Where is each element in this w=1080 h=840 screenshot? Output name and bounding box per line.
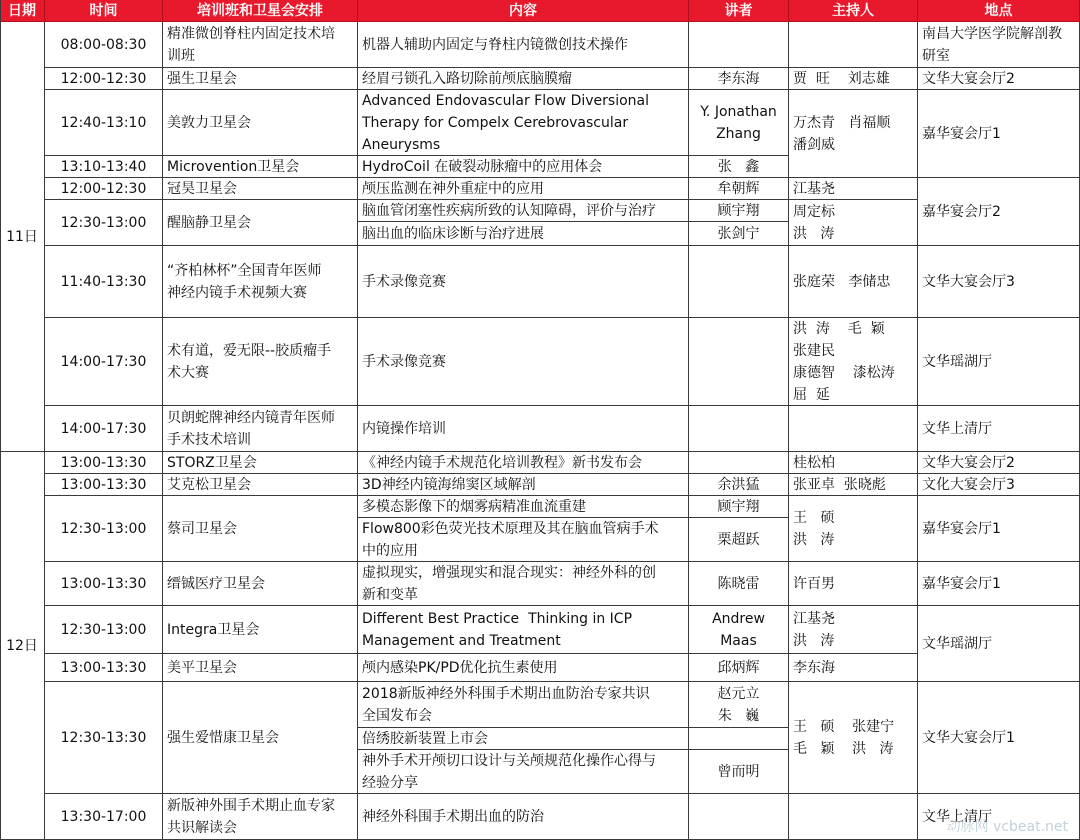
session-cell: 艾克松卫星会 — [163, 474, 358, 496]
host-cell: 江基尧 — [789, 178, 918, 200]
content-cell: 内镜操作培训 — [358, 406, 689, 452]
host-cell: 洪 涛 毛 颖 张建民 康德智 漆松涛 屈 延 — [789, 318, 918, 406]
venue-cell: 文华大宴会厅2 — [918, 68, 1080, 90]
content-cell: 2018新版神经外科围手术期出血防治专家共识 全国发布会 — [358, 682, 689, 728]
session-cell: 醒脑静卫星会 — [163, 200, 358, 246]
time-cell: 13:00-13:30 — [45, 562, 163, 606]
session-cell: 术有道，爱无限--胶质瘤手 术大赛 — [163, 318, 358, 406]
content-cell: 神经外科围手术期出血的防治 — [358, 794, 689, 840]
time-cell: 13:00-13:30 — [45, 452, 163, 474]
session-cell: STORZ卫星会 — [163, 452, 358, 474]
speaker-cell: 顾宇翔 — [689, 200, 789, 222]
speaker-cell: 牟朝辉 — [689, 178, 789, 200]
time-cell: 12:40-13:10 — [45, 90, 163, 156]
host-cell: 周定标 洪 涛 — [789, 200, 918, 246]
time-cell: 13:00-13:30 — [45, 474, 163, 496]
speaker-cell: 陈晓雷 — [689, 562, 789, 606]
content-cell: 倍绣胶新装置上市会 — [358, 728, 689, 750]
host-cell: 许百男 — [789, 562, 918, 606]
time-cell: 13:30-17:00 — [45, 794, 163, 840]
watermark: 动脉网 vcbeat.net — [946, 819, 1068, 835]
content-cell: Different Best Practice Thinking in ICP Management and Treatment — [358, 606, 689, 654]
time-cell: 13:00-13:30 — [45, 654, 163, 682]
table-left-border — [0, 0, 1, 840]
content-cell: 经眉弓锁孔入路切除前颅底脑膜瘤 — [358, 68, 689, 90]
content-cell: HydroCoil 在破裂动脉瘤中的应用体会 — [358, 156, 689, 178]
speaker-cell: 曾而明 — [689, 750, 789, 794]
content-cell: 《神经内镜手术规范化培训教程》新书发布会 — [358, 452, 689, 474]
session-cell: Integra卫星会 — [163, 606, 358, 654]
host-cell — [789, 794, 918, 840]
speaker-cell — [689, 452, 789, 474]
speaker-cell — [689, 22, 789, 68]
header-venue: 地点 — [918, 0, 1080, 22]
speaker-cell: 邱炳辉 — [689, 654, 789, 682]
venue-cell: 嘉华宴会厅1 — [918, 90, 1080, 178]
content-cell: 3D神经内镜海绵窦区域解剖 — [358, 474, 689, 496]
time-cell: 13:10-13:40 — [45, 156, 163, 178]
speaker-cell: Andrew Maas — [689, 606, 789, 654]
venue-cell: 文华上清厅 — [918, 794, 1080, 840]
time-cell: 12:00-12:30 — [45, 178, 163, 200]
speaker-cell — [689, 246, 789, 318]
host-cell: 张亚卓 张晓彪 — [789, 474, 918, 496]
speaker-cell: 栗超跃 — [689, 518, 789, 562]
session-cell: 贝朗蛇牌神经内镜青年医师 手术技术培训 — [163, 406, 358, 452]
speaker-cell: 张剑宁 — [689, 222, 789, 246]
header-session: 培训班和卫星会安排 — [163, 0, 358, 22]
venue-cell: 南昌大学医学院解剖教 研室 — [918, 22, 1080, 68]
venue-cell: 文华瑶湖厅 — [918, 318, 1080, 406]
content-cell: 虚拟现实，增强现实和混合现实：神经外科的创 新和变革 — [358, 562, 689, 606]
session-cell: 美敦力卫星会 — [163, 90, 358, 156]
venue-cell: 文华大宴会厅3 — [918, 246, 1080, 318]
content-cell: Advanced Endovascular Flow Diversional Therapy for Compelx Cerebrovascular Aneurysms — [358, 90, 689, 156]
speaker-cell: 李东海 — [689, 68, 789, 90]
host-cell: 张庭荣 李储忠 — [789, 246, 918, 318]
content-cell: 脑血管闭塞性疾病所致的认知障碍，评价与治疗 — [358, 200, 689, 222]
speaker-cell: 顾宇翔 — [689, 496, 789, 518]
header-speaker: 讲者 — [689, 0, 789, 22]
session-cell: 冠昊卫星会 — [163, 178, 358, 200]
header-time: 时间 — [45, 0, 163, 22]
content-cell: 脑出血的临床诊断与治疗进展 — [358, 222, 689, 246]
speaker-cell — [689, 728, 789, 750]
speaker-cell: 赵元立 朱 巍 — [689, 682, 789, 728]
session-cell: 精准微创脊柱内固定技术培 训班 — [163, 22, 358, 68]
content-cell: 手术录像竞赛 — [358, 246, 689, 318]
header-date: 日期 — [0, 0, 45, 22]
speaker-cell — [689, 406, 789, 452]
session-cell: 美平卫星会 — [163, 654, 358, 682]
time-cell: 12:30-13:00 — [45, 496, 163, 562]
venue-cell: 文华大宴会厅1 — [918, 682, 1080, 794]
speaker-cell — [689, 318, 789, 406]
session-cell: 缙铖医疗卫星会 — [163, 562, 358, 606]
content-cell: Flow800彩色荧光技术原理及其在脑血管病手术 中的应用 — [358, 518, 689, 562]
venue-cell: 文华大宴会厅2 — [918, 452, 1080, 474]
venue-cell: 嘉华宴会厅1 — [918, 562, 1080, 606]
venue-cell: 文华瑶湖厅 — [918, 606, 1080, 682]
content-cell: 手术录像竞赛 — [358, 318, 689, 406]
time-cell: 12:30-13:30 — [45, 682, 163, 794]
speaker-cell — [689, 794, 789, 840]
content-cell: 颅内感染PK/PD优化抗生素使用 — [358, 654, 689, 682]
venue-cell: 文化大宴会厅3 — [918, 474, 1080, 496]
session-cell: 新版神外围手术期止血专家 共识解读会 — [163, 794, 358, 840]
host-cell — [789, 22, 918, 68]
day-12: 12日 — [0, 452, 45, 840]
header-host: 主持人 — [789, 0, 918, 22]
session-cell: “齐柏林杯”全国青年医师 神经内镜手术视频大赛 — [163, 246, 358, 318]
host-cell: 李东海 — [789, 654, 918, 682]
time-cell: 14:00-17:30 — [45, 318, 163, 406]
speaker-cell: 余洪猛 — [689, 474, 789, 496]
header-content: 内容 — [358, 0, 689, 22]
session-cell: 蔡司卫星会 — [163, 496, 358, 562]
host-cell: 江基尧 洪 涛 — [789, 606, 918, 654]
time-cell: 12:00-12:30 — [45, 68, 163, 90]
host-cell: 王 硕 洪 涛 — [789, 496, 918, 562]
host-cell: 桂松柏 — [789, 452, 918, 474]
venue-cell: 文华上清厅 — [918, 406, 1080, 452]
day-11: 11日 — [0, 22, 45, 452]
content-cell: 颅压监测在神外重症中的应用 — [358, 178, 689, 200]
content-cell: 机器人辅助内固定与脊柱内镜微创技术操作 — [358, 22, 689, 68]
time-cell: 12:30-13:00 — [45, 200, 163, 246]
host-cell — [789, 406, 918, 452]
host-cell: 王 硕 张建宁 毛 颖 洪 涛 — [789, 682, 918, 794]
content-cell: 神外手术开颅切口设计与关颅规范化操作心得与 经验分享 — [358, 750, 689, 794]
session-cell: Microvention卫星会 — [163, 156, 358, 178]
session-cell: 强生卫星会 — [163, 68, 358, 90]
venue-cell: 嘉华宴会厅2 — [918, 178, 1080, 246]
host-cell: 万杰青 肖福顺 潘剑威 — [789, 90, 918, 178]
host-cell: 贾 旺 刘志雄 — [789, 68, 918, 90]
time-cell: 12:30-13:00 — [45, 606, 163, 654]
time-cell: 11:40-13:30 — [45, 246, 163, 318]
venue-cell: 嘉华宴会厅1 — [918, 496, 1080, 562]
speaker-cell: 张 鑫 — [689, 156, 789, 178]
session-cell: 强生爱惜康卫星会 — [163, 682, 358, 794]
speaker-cell: Y. Jonathan Zhang — [689, 90, 789, 156]
time-cell: 08:00-08:30 — [45, 22, 163, 68]
time-cell: 14:00-17:30 — [45, 406, 163, 452]
content-cell: 多模态影像下的烟雾病精准血流重建 — [358, 496, 689, 518]
